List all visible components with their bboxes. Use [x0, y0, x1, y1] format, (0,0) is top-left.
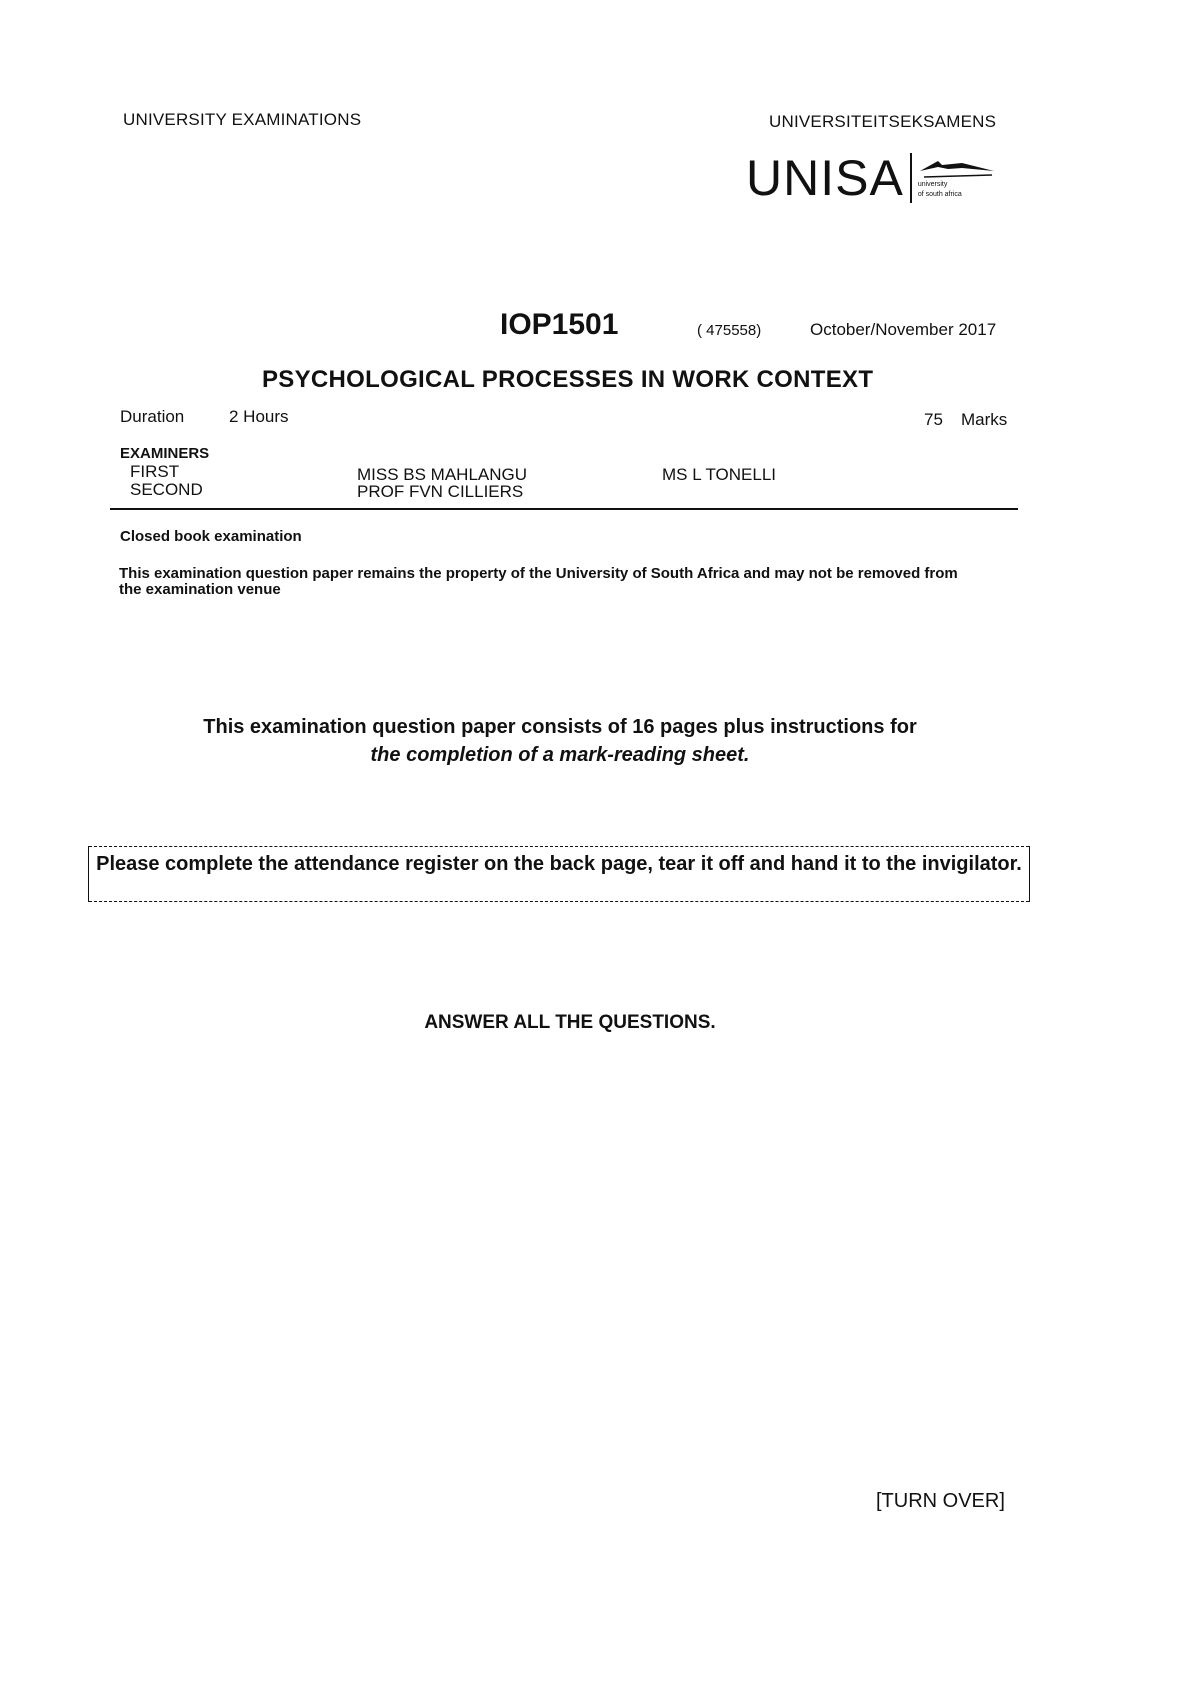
exam-session: October/November 2017 — [810, 320, 997, 339]
header-right: UNIVERSITEITSEKSAMENS — [769, 112, 997, 131]
answer-all-instruction: ANSWER ALL THE QUESTIONS. — [424, 1012, 716, 1033]
examiner-third-name: MS L TONELLI — [662, 465, 777, 484]
pages-note-line-1: This examination question paper consists of 16 pages plus instructions for — [203, 716, 917, 738]
logo-emblem — [918, 153, 996, 203]
attendance-box — [88, 846, 1030, 902]
examiner-second-name: PROF FVN CILLIERS — [357, 482, 524, 501]
marks-value: 75 — [924, 410, 943, 429]
pages-note-line-2: the completion of a mark-reading sheet. — [370, 744, 750, 766]
pages-note — [180, 713, 940, 769]
property-note: This examination question paper remains the property of the University of South Africa and may not be removed from the examination venue — [119, 565, 958, 598]
turn-over: [TURN OVER] — [876, 1490, 1005, 1512]
logo-divider — [910, 153, 912, 203]
closed-book-note: Closed book examination — [120, 528, 302, 545]
box-top-border — [89, 846, 1029, 847]
bird-icon — [918, 157, 996, 179]
box-bottom-border — [89, 901, 1029, 902]
header-left: UNIVERSITY EXAMINATIONS — [123, 110, 362, 129]
exam-code: IOP1501 — [500, 308, 619, 341]
exam-title: PSYCHOLOGICAL PROCESSES IN WORK CONTEXT — [262, 366, 874, 393]
attendance-note: Please complete the attendance register on the back page, tear it off and hand it to the invigilator. — [96, 853, 1022, 875]
paper-number: ( 475558) — [697, 322, 762, 339]
examiner-first-name: MISS BS MAHLANGU — [357, 465, 528, 484]
logo-wordmark: UNISA — [746, 150, 904, 206]
duration-label: Duration — [120, 407, 185, 426]
header-rule — [110, 508, 1018, 510]
unisa-logo — [746, 150, 996, 206]
logo-sub-1: university — [917, 181, 948, 188]
examiner-second-label: SECOND — [130, 480, 203, 499]
marks-label: Marks — [961, 410, 1008, 429]
examiner-first-label: FIRST — [130, 462, 180, 481]
examiners-heading: EXAMINERS — [120, 445, 210, 462]
duration-value: 2 Hours — [229, 407, 289, 426]
logo-sub-2: of south africa — [917, 191, 962, 198]
